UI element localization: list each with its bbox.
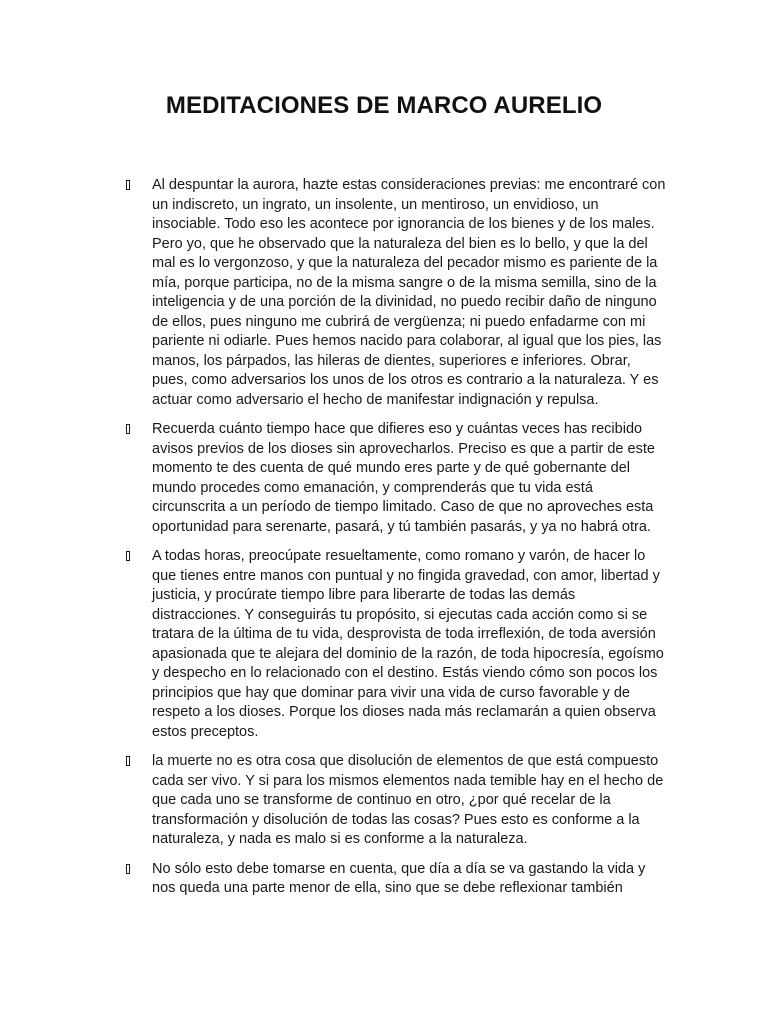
- paragraph-text: No sólo esto debe tomarse en cuenta, que día a día se va gastando la vida y nos queda una parte menor de ella, sino que se debe reflexionar también: [152, 860, 646, 896]
- bullet-icon: [126, 180, 130, 190]
- list-item: [126, 752, 666, 850]
- bullet-icon: [126, 756, 130, 766]
- bullet-icon: [126, 551, 130, 561]
- paragraph-text: Recuerda cuánto tiempo hace que difieres eso y cuántas veces has recibido avisos previos de los dioses sin aprovecharlos. Preciso es que a partir de este momento te des cuenta de qué mundo eres parte y de qué gobernante del mundo procedes como emanación, y comprenderás que tu vida está circunscrita a un período de tiempo limitado. Caso de que no aproveches esta oportunidad para serenarte, pasará, y tú también pasarás, y ya no habrá otra.: [152, 421, 655, 535]
- paragraph-text: la muerte no es otra cosa que disolución de elementos de que está compuesto cada ser vivo. Y si para los mismos elementos nada temible hay en el hecho de que cada uno se transforme de continuo en otro, ¿por qué recelar de la transformación y disolución de todas las cosas? Pues esto es conforme a la naturaleza, y nada es malo si es conforme a la naturaleza.: [152, 753, 664, 847]
- list-item: [126, 420, 666, 537]
- paragraph-list: [126, 176, 666, 909]
- list-item: [126, 176, 666, 410]
- bullet-icon: [126, 424, 130, 434]
- bullet-icon: [126, 864, 130, 874]
- list-item: [126, 860, 666, 899]
- document-title: MEDITACIONES DE MARCO AURELIO: [165, 92, 603, 119]
- paragraph-text: Al despuntar la aurora, hazte estas consideraciones previas: me encontraré con un indiscreto, un ingrato, un insolente, un mentiroso, un envidioso, un insociable. Todo eso les acontece por ignorancia de los bienes y de los males. Pero yo, que he observado que la naturaleza del bien es lo bello, y que la del mal es lo vergonzoso, y que la naturaleza del pecador mismo es pariente de la mía, porque participa, no de la misma sangre o de la misma semilla, sino de la inteligencia y de una porción de la divinidad, no puedo recibir daño de ninguno de ellos, pues ninguno me cubrirá de vergüenza; ni puedo enfadarme con mi pariente ni odiarle. Pues hemos nacido para colaborar, al igual que los pies, las manos, los párpados, las hileras de dientes, superiores e inferiores. Obrar, pues, como adversarios los unos de los otros es contrario a la naturaleza. Y es actuar como adversario el hecho de manifestar indignación y repulsa.: [152, 177, 666, 408]
- list-item: [126, 547, 666, 742]
- paragraph-text: A todas horas, preocúpate resueltamente, como romano y varón, de hacer lo que tienes entre manos con puntual y no fingida gravedad, con amor, libertad y justicia, y procúrate tiempo libre para liberarte de todas las demás distracciones. Y conseguirás tu propósito, si ejecutas cada acción como si se tratara de la última de tu vida, desprovista de toda irreflexión, de toda aversión apasionada que te alejara del dominio de la razón, de toda hipocresía, egoísmo y despecho en lo relacionado con el destino. Estás viendo cómo son pocos los principios que hay que dominar para vivir una vida de curso favorable y de respeto a los dioses. Porque los dioses nada más reclamarán a quien observa estos preceptos.: [152, 548, 664, 740]
